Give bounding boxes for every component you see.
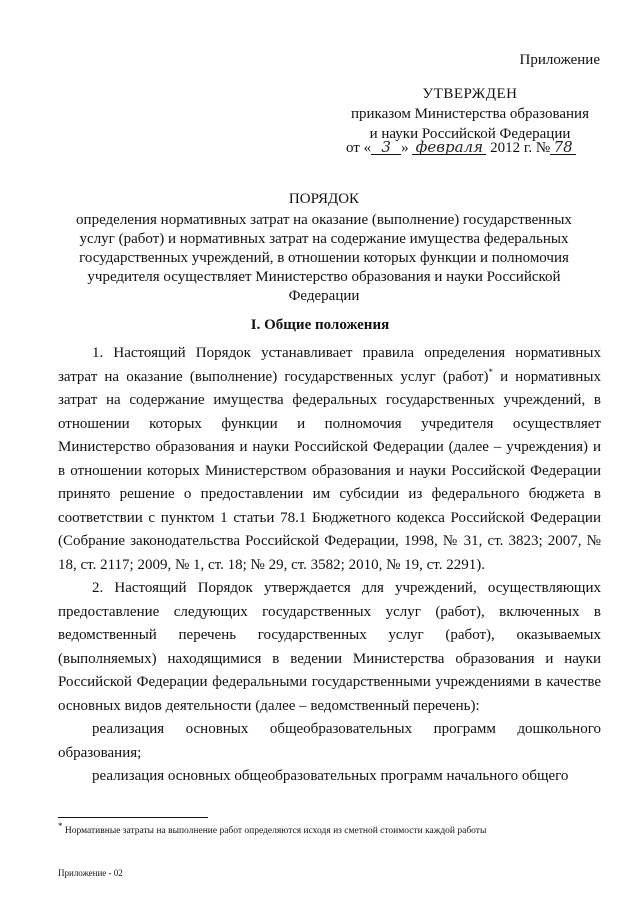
footnote <box>58 821 601 837</box>
page-footer-label: Приложение - 02 <box>58 868 123 878</box>
order-number: 78 <box>550 140 576 155</box>
paragraph-1 <box>58 342 601 577</box>
footnote-divider <box>58 817 208 818</box>
approved-line-1: приказом Министерства образования <box>351 106 589 122</box>
footnote-mark: * <box>58 821 63 831</box>
date-mid: » <box>401 140 409 156</box>
date-year: 2012 г. № <box>490 140 551 156</box>
approved-line-2: и науки Российской Федерации <box>369 126 571 142</box>
document-title-block <box>64 190 584 306</box>
approved-title: УТВЕРЖДЕН <box>422 86 518 102</box>
document-subtitle: определения нормативных затрат на оказание (выполнение) государственных услуг (работ) и нормативных затрат на содержание имущества федеральных государственных учреждений, в отношении которых функции и полномочия учредителя осуществляет Министерство образования и науки Российской Федерации <box>76 212 572 304</box>
footnote-reference: * <box>488 366 493 377</box>
document-body <box>58 342 601 789</box>
list-item-2: реализация основных общеобразовательных программ начального общего <box>92 768 569 784</box>
document-title: ПОРЯДОК <box>288 191 360 207</box>
appendix-label: Приложение <box>519 52 600 68</box>
approval-block <box>340 84 600 144</box>
section-heading: I. Общие положения <box>250 317 390 333</box>
date-day: 3 <box>371 140 401 155</box>
date-month: февраля <box>412 140 486 155</box>
list-item-1: реализация основных общеобразовательных программ дошкольного образования; <box>58 721 601 761</box>
date-prefix: от « <box>346 140 372 156</box>
order-date-line <box>346 140 576 157</box>
footnote-text: Нормативные затраты на выполнение работ определяются исходя из сметной стоимости каждой работы <box>62 826 487 837</box>
paragraph-1-part-2: и нормативных затрат на содержание имущества федеральных государственных учреждений, в отношении которых функции и полномочия учредителя осуществляет Министерство образования и науки Российской Федерации (далее – учреждения) и в отношении которых Министерством образования и науки Российской Федерации принято решение о предоставлении им субсидии из федерального бюджета в соответствии с пунктом 1 статьи 78.1 Бюджетного кодекса Российской Федерации (Собрание законодательства Российской Федерации, 1998, № 31, ст. 3823; 2007, № 18, ст. 2117; 2009, № 1, ст. 18; № 29, ст. 3582; 2010, № 19, ст. 2291). <box>58 368 601 573</box>
paragraph-1-part-1: 1. Настоящий Порядок устанавливает правила определения нормативных затрат на оказание (выполнение) государственных услуг (работ) <box>58 345 601 385</box>
paragraph-2: 2. Настоящий Порядок утверждается для учреждений, осуществляющих предоставление следующих государственных услуг (работ), включенных в ведомственный перечень государственных услуг (работ), оказываемых (выполняемых) находящимися в ведении Министерства образования и науки Российской Федерации федеральными государственными учреждениями в качестве основных видов деятельности (далее – ведомственный перечень): <box>58 580 601 714</box>
